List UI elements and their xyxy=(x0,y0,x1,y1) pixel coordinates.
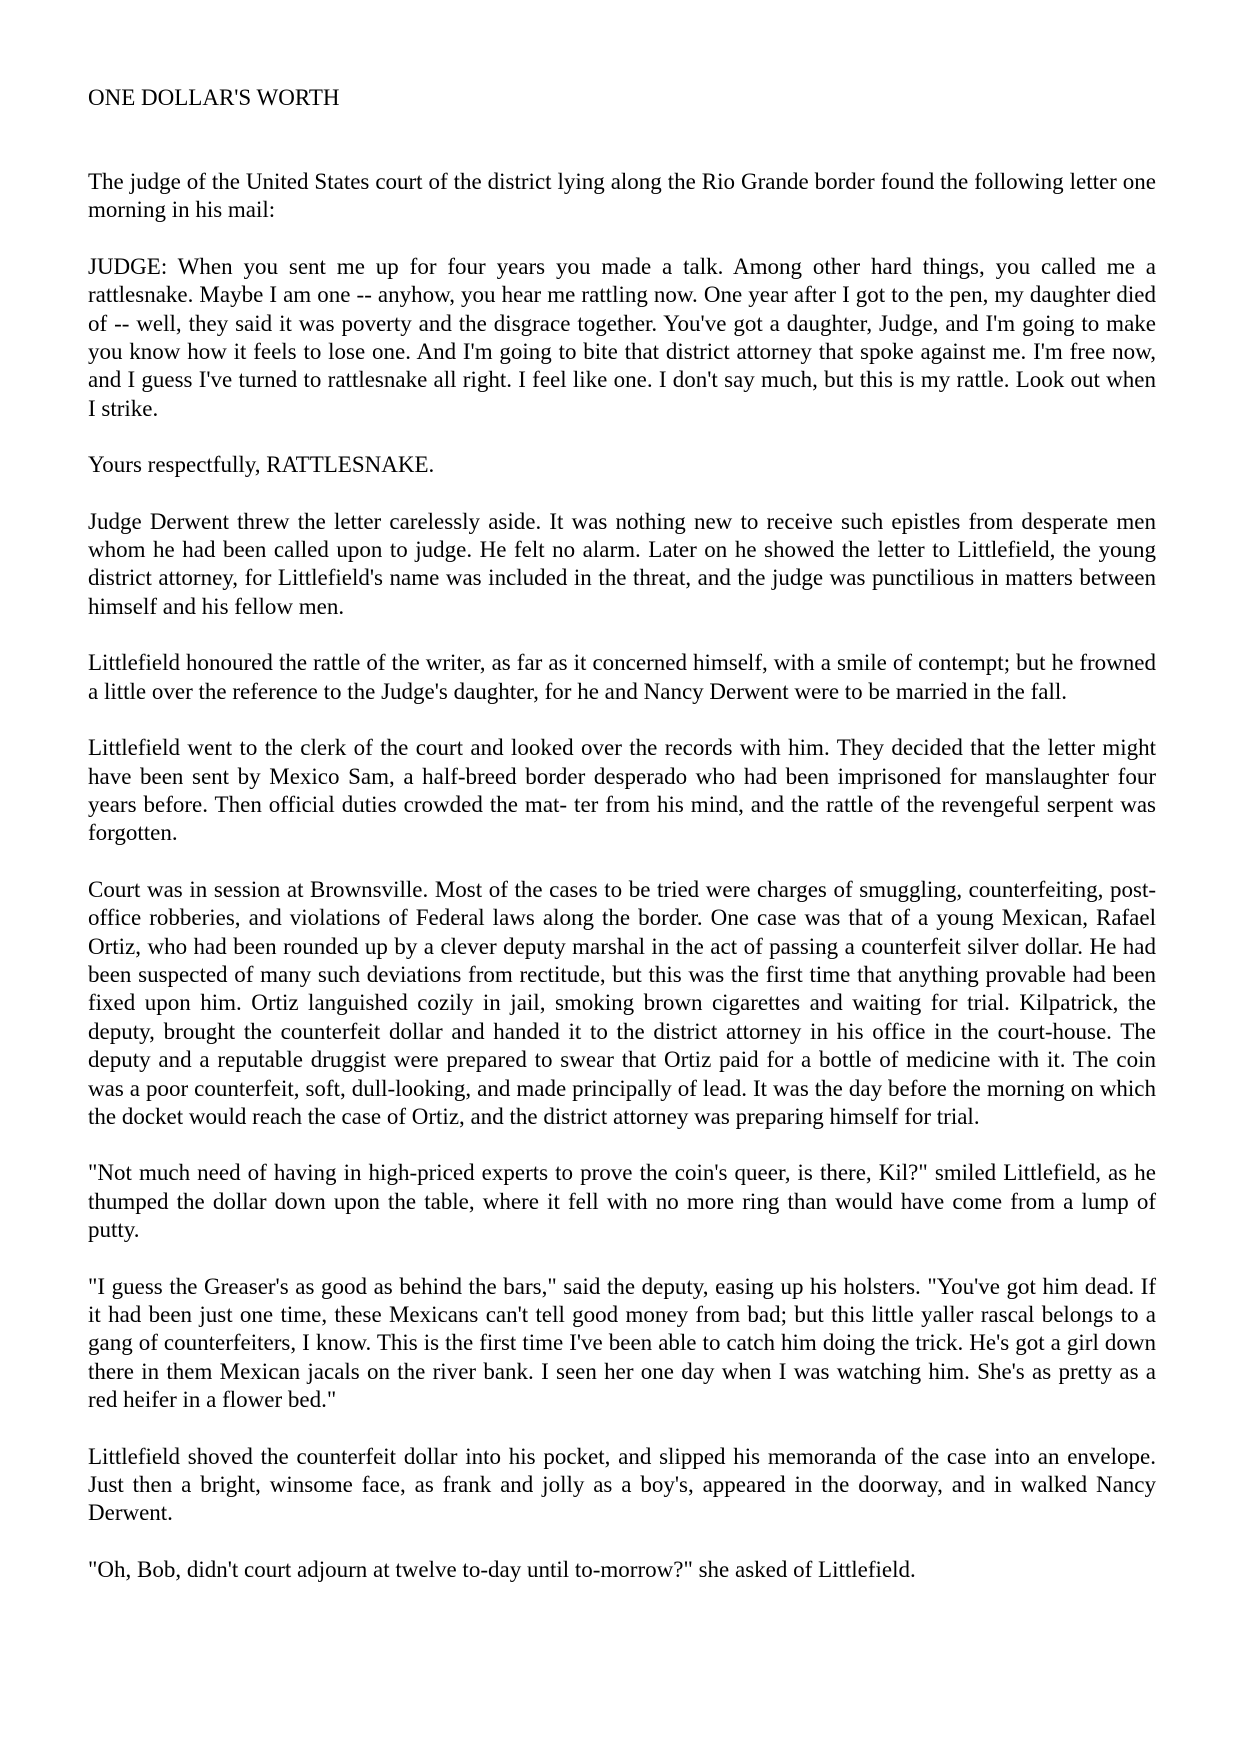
paragraph-7: Court was in session at Brownsville. Most of the cases to be tried were charges of smuggling, counterfeiting, post-office robberies, and violations of Federal laws along the border. One case was that of a young Mexican, Rafael Ortiz, who had been rounded up by a clever deputy marshal in the act of passing a counterfeit silver dollar. He had been suspected of many such deviations from rectitude, but this was the first time that anything provable had been fixed upon him. Ortiz languished cozily in jail, smoking brown cigarettes and waiting for trial. Kilpatrick, the deputy, brought the counterfeit dollar and handed it to the district attorney in his office in the court-house. The deputy and a reputable druggist were prepared to swear that Ortiz paid for a bottle of medicine with it. The coin was a poor counterfeit, soft, dull-looking, and made principally of lead. It was the day before the morning on which the docket would reach the case of Ortiz, and the district attorney was preparing himself for trial. xyxy=(88,876,1156,1129)
paragraph-11: "Oh, Bob, didn't court adjourn at twelve to-day until to-morrow?" she asked of Littlefield. xyxy=(88,1556,916,1582)
paragraph-6: Littlefield went to the clerk of the court and looked over the records with him. They decided that the letter might have been sent by Mexico Sam, a half-breed border desperado who had been imprisoned for manslaughter four years before. Then official duties crowded the mat- ter from his mind, and the rattle of the revengeful serpent was forgotten. xyxy=(88,735,1156,846)
story-title: ONE DOLLAR'S WORTH xyxy=(88,85,340,110)
paragraph-8: "Not much need of having in high-priced experts to prove the coin's queer, is there, Kil?" smiled Littlefield, as he thumped the dollar down upon the table, where it fell with no more ring than would have come from a lump of putty. xyxy=(88,1160,1156,1243)
paragraph-4: Judge Derwent threw the letter carelessly aside. It was nothing new to receive such epistles from desperate men whom he had been called upon to judge. He felt no alarm. Later on he showed the letter to Littlefield, the young district attorney, for Littlefield's name was included in the threat, and the judge was punctilious in matters between himself and his fellow men. xyxy=(88,508,1156,619)
paragraph-9: "I guess the Greaser's as good as behind the bars," said the deputy, easing up his holsters. "You've got him dead. If it had been just one time, these Mexicans can't tell good money from bad; but this little yaller rascal belongs to a gang of counterfeiters, I know. This is the first time I've been able to catch him doing the trick. He's got a girl down there in them Mexican jacals on the river bank. I seen her one day when I was watching him. She's as pretty as a red heifer in a flower bed." xyxy=(88,1273,1156,1413)
paragraph-1: The judge of the United States court of the district lying along the Rio Grande border found the following letter one morning in his mail: xyxy=(88,169,1156,223)
paragraph-2-letter: JUDGE: When you sent me up for four years you made a talk. Among other hard things, you called me a rattlesnake. Maybe I am one -- anyhow, you hear me rattling now. One year after I got to the pen, my daughter died of -- well, they said it was poverty and the disgrace together. You've got a daughter, Judge, and I'm going to make you know how it feels to lose one. And I'm going to bite that district attorney that spoke against me. I'm free now, and I guess I've turned to rattlesnake all right. I feel like one. I don't say much, but this is my rattle. Look out when I strike. xyxy=(88,253,1156,421)
document-page xyxy=(88,84,1156,1584)
paragraph-10: Littlefield shoved the counterfeit dollar into his pocket, and slipped his memoranda of the case into an envelope. Just then a bright, winsome face, as frank and jolly as a boy's, appeared in the doorway, and in walked Nancy Derwent. xyxy=(88,1443,1156,1526)
paragraph-3-signature: Yours respectfully, RATTLESNAKE. xyxy=(88,452,435,478)
paragraph-5: Littlefield honoured the rattle of the writer, as far as it concerned himself, with a smile of contempt; but he frowned a little over the reference to the Judge's daughter, for he and Nancy Derwent were to be married in the fall. xyxy=(88,650,1156,704)
